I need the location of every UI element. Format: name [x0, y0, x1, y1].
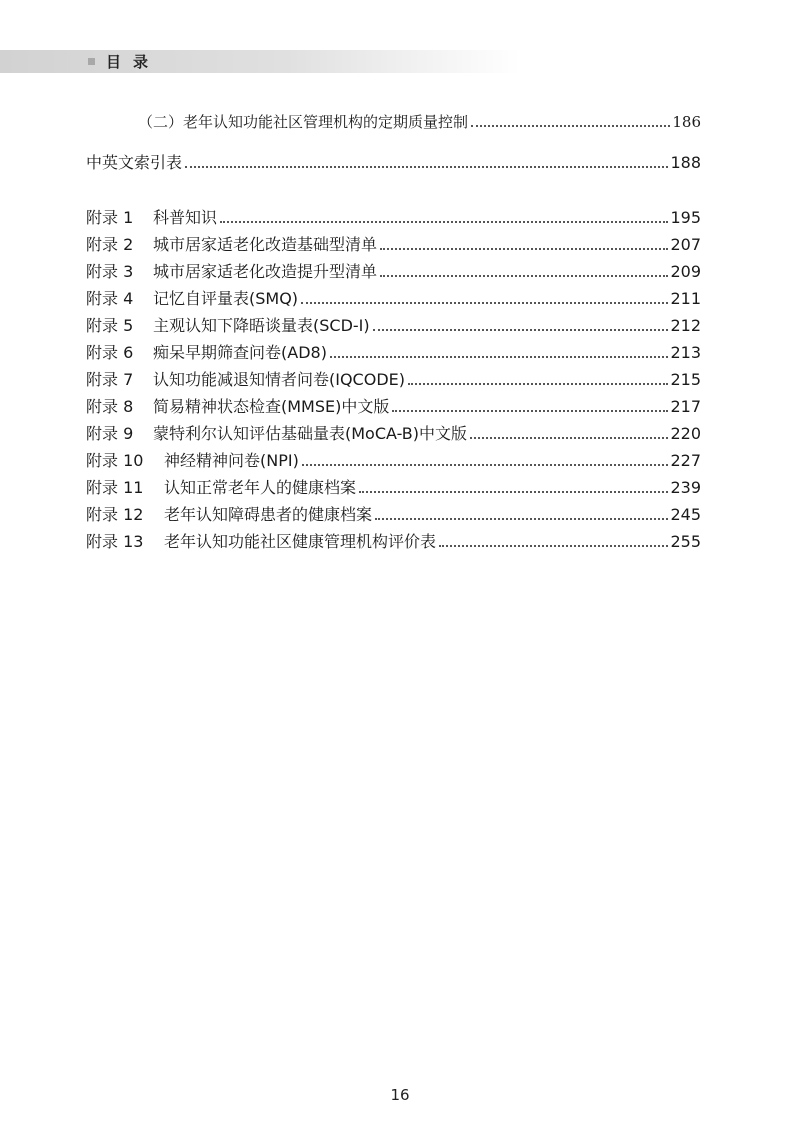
- toc-entry-page: 245: [670, 505, 701, 524]
- toc-leader: [439, 545, 668, 547]
- toc-entry-page: 213: [670, 343, 701, 362]
- toc-leader: [301, 302, 668, 304]
- toc-entry-page: 227: [670, 451, 701, 470]
- appendix-number: 附录 12: [86, 505, 144, 524]
- toc-entry-label: [86, 288, 298, 310]
- appendix-number: 附录 5: [86, 316, 134, 335]
- toc-leader: [375, 518, 668, 520]
- toc-entry-appendix-4[interactable]: [86, 288, 701, 310]
- toc-entry-page: 255: [670, 532, 701, 551]
- toc-entry-label: [86, 234, 377, 256]
- appendix-title: 痴呆早期筛查问卷(AD8): [153, 343, 327, 362]
- page-number: 16: [390, 1086, 410, 1104]
- toc-leader: [408, 383, 668, 385]
- toc-entry-page: 195: [670, 208, 701, 227]
- toc-entry-appendix-8[interactable]: [86, 396, 701, 418]
- appendix-number: 附录 3: [86, 262, 134, 281]
- appendix-title: 主观认知下降晤谈量表(SCD-I): [153, 316, 370, 335]
- toc-entry-page: 215: [670, 370, 701, 389]
- appendix-number: 附录 11: [86, 478, 144, 497]
- toc-leader: [185, 166, 668, 168]
- toc-leader: [373, 329, 669, 331]
- toc-entry-appendix-7[interactable]: [86, 369, 701, 391]
- toc-entry-label: [86, 396, 389, 418]
- appendix-title: 蒙特利尔认知评估基础量表(MoCA-B)中文版: [153, 424, 468, 443]
- toc-entry-title: 中英文索引表: [86, 153, 183, 172]
- toc-entry-page: 209: [670, 262, 701, 281]
- appendix-number: 附录 9: [86, 424, 134, 443]
- toc-entry-page: 217: [670, 397, 701, 416]
- toc-entry-label: [86, 423, 467, 445]
- appendix-title: 简易精神状态检查(MMSE)中文版: [153, 397, 390, 416]
- appendix-title: 神经精神问卷(NPI): [164, 451, 299, 470]
- appendix-title: 老年认知功能社区健康管理机构评价表: [164, 532, 437, 551]
- appendix-number: 附录 1: [86, 208, 134, 227]
- toc-entry-title: （二）老年认知功能社区管理机构的定期质量控制: [138, 113, 469, 131]
- toc-entry-label: [86, 207, 217, 229]
- toc-leader: [392, 410, 668, 412]
- toc-entry-page: 212: [670, 316, 701, 335]
- toc-leader: [380, 275, 668, 277]
- toc-entry-page: 239: [670, 478, 701, 497]
- appendix-number: 附录 2: [86, 235, 134, 254]
- toc-entry-appendix-9[interactable]: [86, 423, 701, 445]
- appendix-number: 附录 4: [86, 289, 134, 308]
- toc-entry-appendix-6[interactable]: [86, 342, 701, 364]
- toc-entry-label: [86, 477, 356, 499]
- toc-leader: [470, 437, 668, 439]
- header-band: [0, 50, 520, 73]
- toc-entry-label: [86, 261, 377, 283]
- appendix-title: 老年认知障碍患者的健康档案: [164, 505, 373, 524]
- toc-leader: [330, 356, 669, 358]
- appendix-number: 附录 13: [86, 532, 144, 551]
- toc-entry-page: 186: [672, 113, 701, 131]
- toc-entry-section[interactable]: [138, 111, 701, 133]
- appendix-title: 科普知识: [153, 208, 218, 227]
- toc-leader: [302, 464, 669, 466]
- toc-entry-index[interactable]: [86, 152, 701, 174]
- toc-leader: [471, 125, 670, 127]
- toc-entry-label: [86, 531, 436, 553]
- appendix-title: 认知正常老年人的健康档案: [164, 478, 357, 497]
- toc-entry-appendix-13[interactable]: [86, 531, 701, 553]
- toc-leader: [359, 491, 668, 493]
- appendix-number: 附录 7: [86, 370, 134, 389]
- toc-entry-page: 211: [670, 289, 701, 308]
- appendix-title: 城市居家适老化改造提升型清单: [153, 262, 378, 281]
- toc-entry-label: [86, 369, 405, 391]
- toc-entry-label: [86, 342, 327, 364]
- toc-entry-appendix-5[interactable]: [86, 315, 701, 337]
- toc-leader: [220, 221, 668, 223]
- toc-entry-appendix-11[interactable]: [86, 477, 701, 499]
- page-header-title: 目录: [106, 53, 161, 71]
- toc-entry-page: 188: [670, 153, 701, 172]
- appendix-title: 记忆自评量表(SMQ): [153, 289, 299, 308]
- toc-entry-appendix-2[interactable]: [86, 234, 701, 256]
- toc-entry-label: [86, 504, 372, 526]
- appendix-number: 附录 6: [86, 343, 134, 362]
- header-square-icon: [88, 58, 95, 65]
- appendix-title: 认知功能减退知情者问卷(IQCODE): [153, 370, 405, 389]
- appendix-number: 附录 8: [86, 397, 134, 416]
- appendix-number: 附录 10: [86, 451, 144, 470]
- toc-entry-label: [86, 450, 299, 472]
- toc-entry-page: 207: [670, 235, 701, 254]
- toc-entry-appendix-3[interactable]: [86, 261, 701, 283]
- toc-entry-label: [86, 315, 370, 337]
- toc-entry-appendix-1[interactable]: [86, 207, 701, 229]
- toc-entry-appendix-12[interactable]: [86, 504, 701, 526]
- toc-entry-appendix-10[interactable]: [86, 450, 701, 472]
- toc-entry-page: 220: [670, 424, 701, 443]
- appendix-title: 城市居家适老化改造基础型清单: [153, 235, 378, 254]
- toc-leader: [380, 248, 668, 250]
